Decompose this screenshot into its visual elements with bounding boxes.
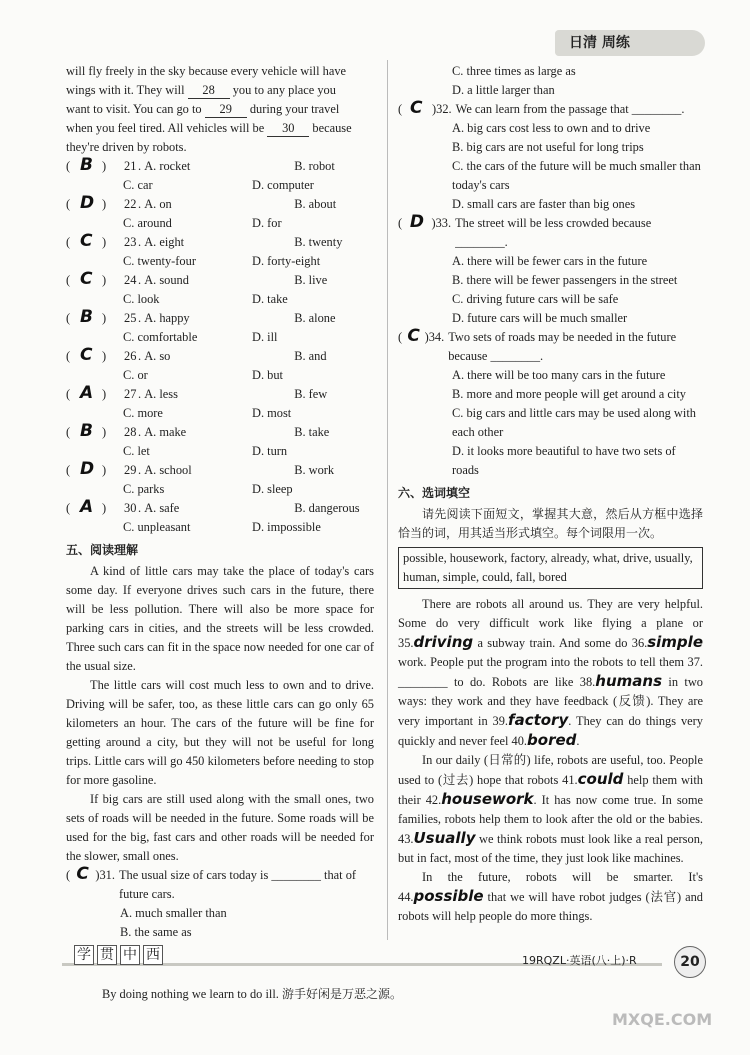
cloze-question-23: ( C ) 23 . A. eight B. twenty C. twenty-four D. forty-eight (66, 233, 374, 271)
option-a: A. school (144, 463, 192, 477)
option-a: A. much smaller than (120, 906, 227, 920)
option-a: A. there will be fewer cars in the future (452, 254, 648, 268)
option-a: A. so (144, 349, 171, 363)
option-b: B. twenty (294, 235, 343, 249)
footer (62, 945, 712, 1015)
reading-paragraph-1: A kind of little cars may take the place of today's cars some day. If everyone drives such cars in the future, there will be less pollution. There will also be more space for parking cars in cities, and the streets will be less crowded. Three such cars can fit in the space now needed for one car of the usual size. (66, 564, 374, 673)
handwritten-answer: B (80, 307, 93, 327)
option-b: B. there will be fewer passengers in the street (452, 273, 678, 287)
handwritten-answer: C (80, 231, 93, 251)
option-d: D. forty-eight (252, 254, 321, 268)
answer-40: bored (527, 731, 577, 749)
watermark: MXQE.COM (612, 1010, 713, 1029)
word-fill-paragraph-3: In the future, robots will be smarter. It's 44.possible that we will have robot judges (法官) and robots will help people do more things. (398, 870, 703, 923)
option-c: C. car (123, 178, 153, 192)
question-stem: ( C )31. The usual size of cars today is ________ that of future cars. (66, 866, 374, 904)
option-c: C. three times as large as (452, 64, 576, 78)
cloze-line: will fly freely in the sky because every vehicle will have (66, 64, 347, 78)
option-c: C. more (123, 406, 163, 420)
answer-38: humans (595, 672, 663, 690)
option-c: C. twenty-four (123, 254, 196, 268)
left-column (66, 62, 374, 942)
footer-logo (74, 945, 166, 965)
handwritten-answer: B (80, 155, 93, 175)
option-a: A. rocket (144, 159, 191, 173)
option-a: A. safe (144, 501, 180, 515)
cloze-question-24: ( C ) 24 . A. sound B. live C. look D. take (66, 271, 374, 309)
option-d: D. small cars are faster than big ones (452, 197, 636, 211)
option-d: D. sleep (252, 482, 293, 496)
handwritten-answer: C (80, 269, 93, 289)
handwritten-answer: C (76, 864, 89, 884)
option-d: D. a little larger than (452, 83, 555, 97)
cloze-question-27: ( A ) 27 . A. less B. few C. more D. most (66, 385, 374, 423)
handwritten-answer: D (80, 193, 95, 213)
answer-35: driving (413, 633, 474, 651)
handwritten-answer: C (407, 326, 420, 346)
cloze-question-22: ( D ) 22 . A. on B. about C. around D. for (66, 195, 374, 233)
option-c: C. around (123, 216, 172, 230)
logo-char: 中 (120, 945, 140, 965)
option-c: C. or (123, 368, 148, 382)
option-a: A. less (144, 387, 178, 401)
option-a: A. big cars cost less to own and to drive (452, 121, 651, 135)
option-d: D. computer (252, 178, 314, 192)
question-stem: ( C )32. We can learn from the passage that ________. (398, 98, 685, 118)
answer-39: factory (508, 711, 569, 729)
option-c: C. look (123, 292, 160, 306)
reading-paragraph-2: The little cars will cost much less to own and to drive. Driving will be safer, too, as these little cars can go only 65 kilometers an hour. The cars of the future will be fine for getting around a city, but they will not be useful for long trips. Little cars will go 450 kilometers before needing to stop for more gasoline. (66, 678, 374, 787)
handwritten-answer: D (409, 212, 424, 232)
cloze-question-30: ( A ) 30 . A. safe B. dangerous C. unpleasant D. impossible (66, 499, 374, 537)
cloze-line: wings with it. They will 28 you to any place you (66, 83, 336, 97)
option-b: B. work (294, 463, 335, 477)
option-a: A. happy (144, 311, 190, 325)
logo-char: 西 (143, 945, 163, 965)
cloze-line: want to visit. You can go to 29 during your travel (66, 102, 340, 116)
reading-section-title: 五、阅读理解 (66, 543, 139, 557)
answer-44: possible (413, 887, 484, 905)
handwritten-answer: C (80, 345, 93, 365)
option-c: C. driving future cars will be safe (452, 292, 619, 306)
cloze-question-25: ( B ) 25 . A. happy B. alone C. comfortable D. ill (66, 309, 374, 347)
option-c: C. let (123, 444, 150, 458)
answer-43: Usually (413, 829, 476, 847)
cloze-line: when you feel tired. All vehicles will be 30 because (66, 121, 352, 135)
option-b: B. the same as (120, 925, 192, 939)
option-d: D. most (252, 406, 292, 420)
cloze-question-29: ( D ) 29 . A. school B. work C. parks D. sleep (66, 461, 374, 499)
option-d: D. take (252, 292, 288, 306)
option-b: B. live (294, 273, 328, 287)
option-a: A. on (144, 197, 172, 211)
right-column (398, 62, 703, 926)
option-c: C. unpleasant (123, 520, 191, 534)
handwritten-answer: C (410, 98, 423, 118)
answer-41: could (577, 770, 624, 788)
question-stem: ( D )33. The street will be less crowded because ________. (398, 214, 703, 252)
option-b: B. robot (294, 159, 335, 173)
blank-28: 28 (188, 83, 230, 99)
question-stem: ( C )34. Two sets of roads may be needed in the future because ________. (398, 328, 703, 366)
question-31-cont (398, 62, 703, 100)
option-d: D. but (252, 368, 283, 382)
option-b: B. dangerous (294, 501, 360, 515)
word-fill-paragraph-2: In our daily (日常的) life, robots are useful, too. People used to (过去) hope that robots 41.could help them with their 42.housework. It has now come true. In some families, robots help them to look after the old or the babies. 43.Usually we think robots must look like a real person, but in fact, most of the time, they just look like machines. (398, 753, 703, 865)
question-31 (66, 866, 374, 942)
answer-42: housework (441, 790, 534, 808)
page-number: 20 (674, 946, 706, 978)
option-a: A. eight (144, 235, 185, 249)
option-c: C. comfortable (123, 330, 198, 344)
question-34 (398, 328, 703, 480)
option-d: D. ill (252, 330, 278, 344)
option-b: B. alone (294, 311, 336, 325)
option-c: C. parks (123, 482, 165, 496)
reading-paragraph-3: If big cars are still used along with the small ones, two sets of roads will be needed in the future. Some roads will be used for the big, fast cars and other roads will be needed for the slower, small ones. (66, 792, 374, 863)
proverb: By doing nothing we learn to do ill. 游手好闲是万恶之源。 (102, 987, 403, 1001)
question-33 (398, 214, 703, 328)
option-c: C. big cars and little cars may be used along with each other (452, 406, 696, 439)
option-b: B. more and more people will get around a city (452, 387, 686, 401)
handwritten-answer: A (80, 497, 94, 517)
option-d: D. it looks more beautiful to have two sets of roads (452, 444, 676, 477)
word-fill-section-title: 六、选词填空 (398, 486, 471, 500)
book-code: 19RQZL·英语(八·上)·R (522, 954, 637, 967)
word-fill-paragraph-1: There are robots all around us. They are very helpful. Some do very difficult work like flying a plane or 35.driving a subway train. And some do 36.simple work. People put the program into the robots to tell them 37. ________ to do. Robots are like 38.humans in two ways: they work and they have feedback (反馈). They are very important in 39.factory. They can do things very quickly and never feel 40.bored. (398, 597, 704, 749)
option-d: D. turn (252, 444, 288, 458)
cloze-line: they're driven by robots. (66, 140, 187, 154)
logo-char: 贯 (97, 945, 117, 965)
cloze-question-list (66, 157, 374, 537)
option-a: A. there will be too many cars in the future (452, 368, 666, 382)
option-b: B. about (294, 197, 337, 211)
option-c: C. the cars of the future will be much smaller than today's cars (452, 159, 701, 192)
option-b: B. and (294, 349, 327, 363)
blank-30: 30 (267, 121, 309, 137)
answer-36: simple (647, 633, 703, 651)
option-b: B. take (294, 425, 330, 439)
option-b: B. few (294, 387, 328, 401)
column-divider (387, 60, 388, 940)
word-box: possible, housework, factory, already, what, drive, usually, human, simple, could, fall, bored (398, 547, 703, 589)
option-a: A. sound (144, 273, 189, 287)
option-d: D. impossible (252, 520, 321, 534)
option-b: B. big cars are not useful for long trips (452, 140, 644, 154)
cloze-question-28: ( B ) 28 . A. make B. take C. let D. turn (66, 423, 374, 461)
option-a: A. make (144, 425, 187, 439)
handwritten-answer: A (80, 383, 94, 403)
logo-char: 学 (74, 945, 94, 965)
handwritten-answer: B (80, 421, 93, 441)
cloze-passage-end (66, 62, 374, 157)
question-32 (398, 100, 703, 214)
word-fill-instructions: 请先阅读下面短文，掌握其大意，然后从方框中选择恰当的词，用其适当形式填空。每个词限用一次。 (398, 507, 703, 540)
option-d: D. future cars will be much smaller (452, 311, 628, 325)
option-d: D. for (252, 216, 282, 230)
blank-29: 29 (205, 102, 247, 118)
cloze-question-21: ( B ) 21 . A. rocket B. robot C. car D. computer (66, 157, 374, 195)
handwritten-answer: D (80, 459, 95, 479)
cloze-question-26: ( C ) 26 . A. so B. and C. or D. but (66, 347, 374, 385)
header-tab: 日清 周练 (555, 30, 705, 56)
